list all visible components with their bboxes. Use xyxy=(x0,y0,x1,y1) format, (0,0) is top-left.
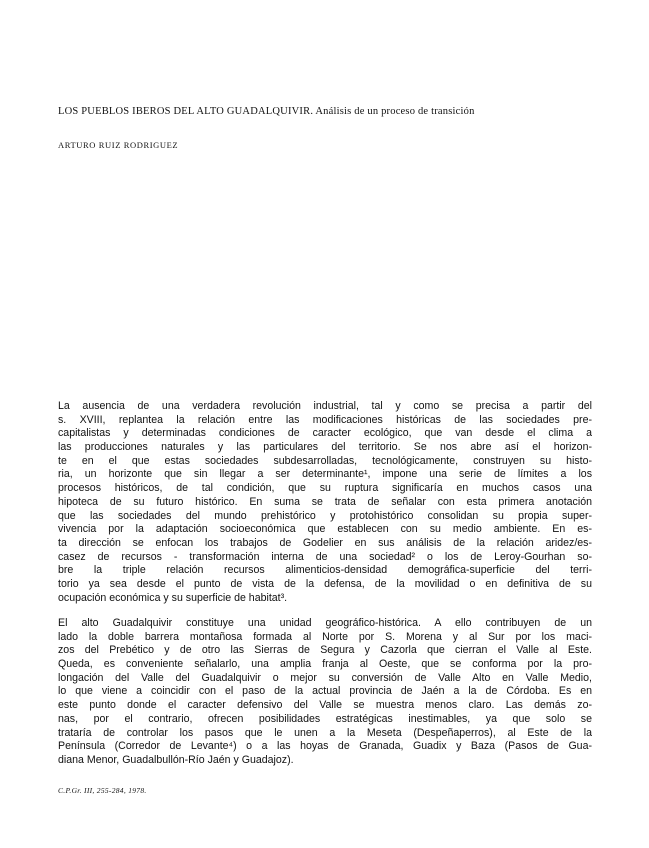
text-line: ocupación económica y su superficie de habitat³. xyxy=(58,591,288,604)
text-line: capitalistas y determinadas condiciones de caracter ecológico, que van desde el clima a xyxy=(58,427,592,440)
text-line: La ausencia de una verdadera revolución industrial, tal y como se precisa a partir del xyxy=(58,400,592,412)
text-line: bre la triple relación recursos alimenticios-densidad demográfica-superficie del terri- xyxy=(58,564,592,577)
body-paragraph-2 xyxy=(58,617,592,768)
text-line: te en el que estas sociedades subdesarrolladas, tecnológicamente, construyen su histo- xyxy=(58,454,592,467)
text-line: hipoteca de su futuro histórico. En suma se trata de señalar con esta primera anotación xyxy=(58,495,592,508)
text-line: este punto donde el caracter defensivo del Valle se muestra menos claro. Las demás zo- xyxy=(58,699,592,712)
text-line: zos del Prebético y de otro las Sierras de Segura y Cazorla que cierran el Valle al Este. xyxy=(58,644,592,657)
text-line: que las sociedades del mundo prehistórico y protohistórico consolidan su propia super- xyxy=(58,509,592,522)
body-paragraph-1 xyxy=(58,400,592,605)
text-line: vivencia por la adaptación socioeconómica que establecen con su medio ambiente. En es- xyxy=(58,523,592,536)
text-line: torio ya sea desde el punto de vista de la defensa, de la movilidad o en definitiva de su xyxy=(58,577,592,590)
text-line: las producciones naturales y las particulares del territorio. Se nos abre así el horizon- xyxy=(58,441,592,454)
text-line: ria, un horizonte que sin llegar a ser determinante¹, impone una serie de límites a los xyxy=(58,468,592,481)
article-title-caps: LOS PUEBLOS IBEROS DEL ALTO GUADALQUIVIR. xyxy=(58,106,314,117)
text-line: s. XVIII, replantea la relación entre las modificaciones históricas de las sociedades pre- xyxy=(58,413,592,426)
text-line: ta dirección se enfocan los trabajos de Godelier en sus análisis de la relación aridez/es- xyxy=(58,536,592,549)
text-line: Península (Corredor de Levante⁴) o a las hoyas de Granada, Guadix y Baza (Pasos de Gua- xyxy=(58,740,592,753)
text-line: procesos históricos, de tal condición, que su ruptura significaría en muchos casos una xyxy=(58,482,592,495)
text-line: trataría de controlar los pasos que le unen a la Meseta (Despeñaperros), al Este de la xyxy=(58,726,592,739)
text-line: Queda, es conveniente señalarlo, una amplia franja al Oeste, que se conforma por la pro- xyxy=(58,658,592,671)
text-line: casez de recursos - transformación interna de una sociedad² o los de Leroy-Gourhan so- xyxy=(58,550,592,563)
text-line: longación del Valle del Guadalquivir o mejor su conversión de Valle Alto en Valle Medio, xyxy=(58,671,592,684)
text-line: El alto Guadalquivir constituye una unidad geográfico-histórica. A ello contribuyen de un xyxy=(58,617,592,629)
text-line: lo que viene a coincidir con el paso de la actual provincia de Jaén a la de Córdoba. Es en xyxy=(58,685,592,698)
journal-citation: C.P.Gr. III, 255-284, 1978. xyxy=(58,786,147,795)
text-line: diana Menor, Guadalbullón-Río Jaén y Guadajoz). xyxy=(58,753,294,766)
article-title-subtitle: Análisis de un proceso de transición xyxy=(313,106,475,117)
text-line: lado la doble barrera montañosa formada al Norte por S. Morena y al Sur por los maci- xyxy=(58,630,592,643)
text-line: nas, por el contrario, ofrecen posibilidades estratégicas inestimables, ya que solo se xyxy=(58,712,592,725)
article-title xyxy=(58,106,475,117)
article-author: ARTURO RUIZ RODRIGUEZ xyxy=(58,140,179,150)
